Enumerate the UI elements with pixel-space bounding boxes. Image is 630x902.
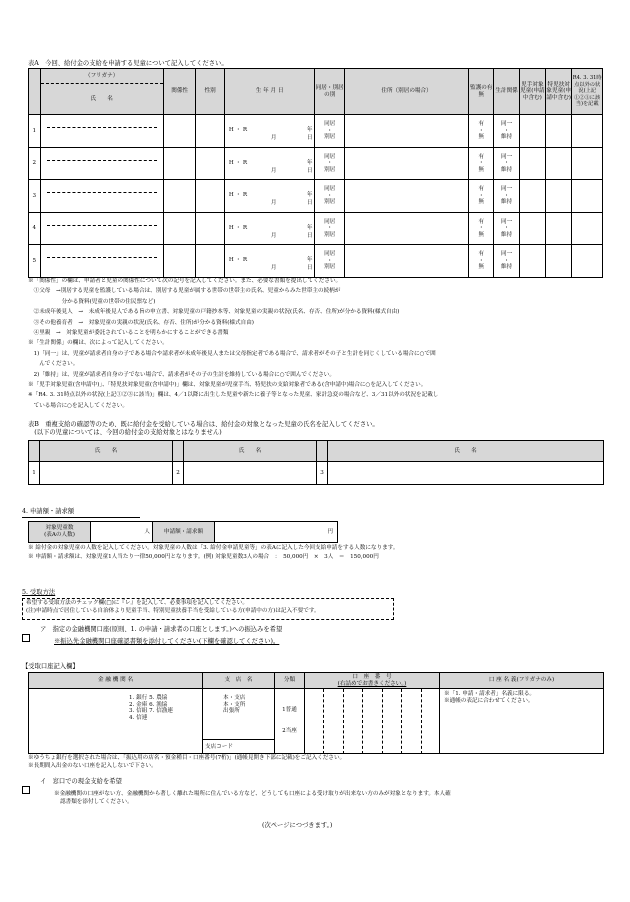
birth-date-field[interactable] [224, 245, 315, 278]
r4-status-field[interactable] [572, 115, 603, 148]
table-b-name-field-2[interactable] [184, 462, 317, 485]
account-title: 【受取口座記入欄】 [22, 663, 79, 670]
relation-field[interactable] [163, 245, 196, 278]
address-field[interactable] [344, 147, 468, 180]
table-b-no-2: 2 [173, 462, 184, 485]
furigana-line [47, 245, 157, 258]
account-type-field[interactable] [275, 689, 305, 754]
cohab-field[interactable] [315, 212, 344, 245]
relation-field[interactable] [163, 212, 196, 245]
option-a-label: ア 指定の金融機関口座(原則、1. の申請・請求者の口座とします。)への振込みを希望 [40, 626, 283, 633]
option-b-note-1: ※金融機関の口座がない方、金融機関から著しく離れた場所に住んでいる方など、どうしても口座による受け取りが出来ない方のみが対象となります。本人確 [54, 791, 451, 797]
table-b-col-header-2: 氏 名 [184, 441, 317, 462]
number-sub: (右詰めでお書きください。) [337, 680, 407, 687]
day-label: 日 [306, 200, 313, 207]
bank-type-3: 3. 信組 7. 信漁連 [129, 708, 173, 715]
section-4-note-1: ※ 給付金の対象児童の人数を記入してください。対象児童の人数は「3. 給付金申請児童等」の表Aに記入した今回支給申請をする人数になります。 [28, 545, 399, 551]
cohab-option-1: 同居 [324, 251, 336, 258]
r4-status-field[interactable] [572, 212, 603, 245]
child-allowance-field[interactable] [519, 212, 545, 245]
amount-unit: 円 [327, 528, 333, 535]
row-number: 5 [29, 245, 41, 278]
cohab-field[interactable] [315, 147, 344, 180]
bank-type-2: 2. 金庫 6. 漁協 [129, 701, 168, 708]
number-header: 口 座 番 号 [352, 673, 392, 680]
r4-status-field[interactable] [572, 180, 603, 213]
header-livelihood: 生計関係 [494, 69, 519, 115]
sex-field[interactable] [196, 180, 224, 213]
header-furigana: （フリガナ） [41, 69, 163, 84]
custody-field[interactable] [469, 180, 494, 213]
child-name-field[interactable] [40, 245, 163, 278]
sex-field[interactable] [196, 115, 224, 148]
notes-block [28, 278, 618, 413]
livelihood-support: 維持 [500, 134, 513, 141]
account-type-1: 1普通 [282, 707, 297, 714]
livelihood-same: 同一 [500, 120, 513, 127]
table-b-name-field-3[interactable] [328, 462, 604, 485]
table-a-row [29, 212, 603, 245]
livelihood-field[interactable] [494, 212, 519, 245]
special-allowance-field[interactable] [546, 212, 572, 245]
cohab-option-1: 同居 [324, 153, 336, 160]
custody-field[interactable] [469, 212, 494, 245]
note-line: 1)「同一」は、児童が請求者自身の子である場合や請求者が未成年後見人または父母指定者である場合で、請求者がその子と生計を同じくしている場合に○で囲 [28, 350, 436, 357]
holder-header: 口 座 名 義(フリガナのみ) [440, 673, 604, 689]
special-allowance-field[interactable] [546, 245, 572, 278]
month-label: 月 [270, 135, 277, 141]
header-special: 特児扶対象児童(申請中含む) [546, 69, 572, 115]
day-label: 日 [306, 232, 313, 239]
livelihood-dot: ・ [503, 160, 510, 167]
option-a-checkbox[interactable] [22, 627, 30, 646]
livelihood-support: 維持 [500, 264, 513, 271]
branch-name-field[interactable] [203, 689, 275, 754]
count-unit: 人 [144, 528, 150, 535]
table-b-no-3: 3 [317, 462, 328, 485]
row-number: 4 [29, 212, 41, 245]
section-5-title: 5. 受取方法 [22, 589, 56, 596]
table-b-grid [28, 440, 604, 485]
instruction-box [22, 598, 394, 620]
holder-note-1: ※「1. 申請・請求者」名義に限る。 [444, 691, 536, 697]
cohab-option-1: 同居 [324, 186, 336, 193]
instruction-line-1: 希望する受取方法のチェック欄(□)に『レ』を記入して、必要事項を記入してください。 [26, 600, 248, 606]
livelihood-same: 同一 [500, 218, 513, 225]
holder-note-2: ※通帳の表記に合わせてください。 [444, 697, 534, 704]
note-line: ※「関係性」の欄は、申請者と児童の関係性について次の記号を記入してください。また、必要な書類を提出してください。 [28, 278, 342, 284]
table-a-row [29, 245, 603, 278]
long-inactive-note: ※長期間入出金のない口座を記入しないで下さい。 [28, 763, 157, 769]
bank-name-field[interactable] [29, 689, 203, 754]
table-a [28, 68, 603, 115]
header-custody: 監護の有無 [469, 69, 494, 115]
address-field[interactable] [344, 115, 468, 148]
section-4-note-2: ※ 申請額・請求額は、対象児童1人当たり一律50,000円となります。(例) 対象児童数3人の場合 ： 50,000円 × 3人 ＝ 150,000円 [28, 554, 379, 560]
note-line: ※「生計関係」の欄は、次によって記入してください。 [28, 340, 168, 347]
year-label: 年 [306, 127, 313, 133]
type-header: 分類 [275, 673, 305, 689]
note-line: 2)「維持」は、児童が請求者自身の子でない場合で、請求者がその子の生計を維持している場合に○で囲んでください。 [28, 371, 335, 378]
instruction-line-2: (注)申請時点で居住している自治体より児童手当、特別児童扶養手当を受給している方(申請中の方)は記入不要です。 [26, 607, 320, 614]
bank-type-4: 4. 信連 [129, 714, 148, 721]
day-label: 日 [306, 167, 313, 174]
bank-header: 金 融 機 関 名 [29, 673, 203, 689]
special-allowance-field[interactable] [546, 115, 572, 148]
table-a-row [29, 147, 603, 180]
note-line: ③その他養育者 → 対象児童の実親の状況(氏名、存否、住所)が分かる資料(様式自由) [28, 319, 254, 326]
year-label: 年 [306, 192, 313, 199]
child-allowance-field[interactable] [519, 245, 545, 278]
livelihood-support: 維持 [500, 231, 513, 238]
option-b-checkbox[interactable] [22, 779, 30, 798]
year-label: 年 [306, 257, 313, 264]
cohab-option-2: 別居 [324, 134, 336, 141]
header-sex: 性別 [196, 69, 224, 115]
header-relation: 関係性 [163, 69, 196, 115]
sex-field[interactable] [196, 245, 224, 278]
table-b-name-field-1[interactable] [40, 462, 173, 485]
note-line: 分かる資料(児童の世帯の住民票など) [28, 298, 156, 305]
sex-field[interactable] [196, 212, 224, 245]
cohab-field[interactable] [315, 180, 344, 213]
custody-yes: 有 [478, 218, 485, 225]
era-label: H ・ R [228, 192, 248, 199]
special-allowance-field[interactable] [546, 147, 572, 180]
relation-field[interactable] [163, 115, 196, 148]
cohab-dot: ・ [326, 192, 333, 199]
child-count-field[interactable] [91, 522, 153, 543]
era-label: H ・ R [228, 159, 248, 166]
bank-type-1: 1. 銀行 5. 農協 [129, 695, 168, 701]
amount-table [28, 521, 338, 543]
day-label: 日 [306, 135, 313, 141]
custody-dot: ・ [478, 160, 485, 167]
option-b-note-2: 認書類を添付してください。 [60, 799, 133, 805]
r4-status-field[interactable] [572, 147, 603, 180]
note-line: ※「R4. 3. 31時点以外の状況(上記①②③に該当)」欄は、4／1以降に出生した児童や新たに養子等となった児童、家計急変の場合など、3／31以外の状況を記載し [28, 392, 439, 399]
custody-yes: 有 [478, 120, 485, 127]
table-a-body [28, 114, 603, 278]
custody-no: 無 [478, 134, 485, 141]
note-line: ①父母 →別居する児童を監護している場合は、別居する児童が属する世帯の世帯主の氏名、児童からみた世帯主の続柄が [28, 288, 341, 295]
custody-no: 無 [478, 231, 485, 238]
branch-code-field[interactable] [203, 739, 275, 754]
livelihood-support: 維持 [500, 199, 513, 206]
livelihood-dot: ・ [503, 192, 510, 199]
section-4-underline [22, 517, 140, 518]
livelihood-dot: ・ [503, 257, 510, 264]
table-b-subtitle: (以下の児童については、今回の給付金の支給対象とはなりません) [28, 429, 222, 436]
note-line: ②未成年後見人 → 未成年後見人である旨の申立書、対象児童の戸籍抄本等、対象児童の実親の状況(氏名、存否、住所)が分かる資料(様式自由) [28, 309, 400, 316]
livelihood-same: 同一 [500, 153, 513, 160]
table-a-title: 表A 今回、給付金の支給を申請する児童について記入してください。 [28, 60, 228, 67]
account-table [28, 672, 604, 754]
furigana-line [47, 180, 157, 193]
child-allowance-field[interactable] [519, 180, 545, 213]
table-b-title: 表B 重複支給の確認等のため、既に給付金を受給している場合は、給付金の対象となった児童の氏名を記入してください。 [28, 421, 379, 428]
branch-code-label: 支店コード [205, 744, 233, 750]
birth-date-field[interactable] [224, 212, 315, 245]
count-label-2: (表Aの人数) [44, 532, 75, 538]
account-holder-field[interactable] [440, 689, 604, 754]
era-label: H ・ R [228, 127, 248, 133]
birth-date-field[interactable] [224, 115, 315, 148]
header-birth: 生 年 月 日 [224, 69, 315, 115]
day-label: 日 [306, 265, 313, 272]
year-label: 年 [306, 224, 313, 231]
cohab-option-2: 別居 [324, 199, 336, 206]
custody-dot: ・ [478, 225, 485, 232]
row-number: 2 [29, 147, 41, 180]
table-a-row [29, 180, 603, 213]
month-label: 月 [270, 232, 277, 239]
amount-label: 申請額・請求額 [153, 522, 215, 543]
continued-footer: (次ページにつづきます。) [262, 822, 333, 829]
custody-dot: ・ [478, 127, 485, 134]
header-address: 住所（別居の場合） [344, 69, 468, 115]
custody-field[interactable] [469, 115, 494, 148]
year-label: 年 [306, 159, 313, 166]
note-line: ※「児手対象児童(含申請中)」、「特児扶対象児童(含申請中)」欄は、対象児童が児童手当、特児扶の支給対象者である(含申請中)場合に○を記入してください。 [28, 381, 427, 388]
header-child-allowance: 児手対象児童(申請中含む) [519, 69, 545, 115]
branch-type-2: 本・支所 [223, 701, 246, 708]
option-a-note: ※振込先金融機関口座確認書類を添付してください(下欄を確認してください)。 [54, 638, 280, 645]
relation-field[interactable] [163, 147, 196, 180]
custody-field[interactable] [469, 245, 494, 278]
custody-dot: ・ [478, 192, 485, 199]
custody-yes: 有 [478, 186, 485, 193]
birth-date-field[interactable] [224, 147, 315, 180]
child-name-field[interactable] [40, 180, 163, 213]
livelihood-same: 同一 [500, 251, 513, 258]
address-field[interactable] [344, 212, 468, 245]
cohab-dot: ・ [326, 225, 333, 232]
custody-dot: ・ [478, 257, 485, 264]
livelihood-field[interactable] [494, 115, 519, 148]
header-name: 氏 名 [90, 96, 113, 102]
address-field[interactable] [344, 245, 468, 278]
branch-type-3: 出張所 [223, 708, 240, 715]
child-name-field[interactable] [40, 147, 163, 180]
header-r4: R4. 3. 31時点以外の状況(上記①②③に該当)を記載 [572, 69, 603, 115]
cohab-field[interactable] [315, 245, 344, 278]
era-label: H ・ R [228, 224, 248, 231]
account-type-2: 2当座 [282, 728, 297, 734]
month-label: 月 [270, 265, 277, 272]
note-line: ている場合に○を記入してください。 [28, 402, 128, 409]
section-4-title: 4. 申請額・請求額 [22, 508, 75, 515]
furigana-line [47, 115, 157, 128]
table-b-col-header-1: 氏 名 [40, 441, 173, 462]
row-number: 1 [29, 115, 41, 148]
note-line: ④里親 → 対象児童が委託されていることを明らかにすることができる書類 [28, 329, 229, 336]
cohab-option-2: 別居 [324, 166, 336, 173]
cohab-option-1: 同居 [324, 120, 336, 127]
option-b-label: イ 窓口での現金支給を希望 [40, 778, 122, 785]
era-label: H ・ R [228, 257, 248, 264]
custody-yes: 有 [478, 153, 485, 160]
livelihood-support: 維持 [500, 166, 513, 173]
furigana-line [47, 213, 157, 226]
custody-yes: 有 [478, 251, 485, 258]
table-b-col-header-3: 氏 名 [328, 441, 604, 462]
special-allowance-field[interactable] [546, 180, 572, 213]
address-field[interactable] [344, 180, 468, 213]
note-line: んでください。 [28, 361, 79, 368]
account-number-digits [305, 689, 440, 754]
livelihood-dot: ・ [503, 225, 510, 232]
child-allowance-field[interactable] [519, 147, 545, 180]
header-cohab: 同居・別居の別 [315, 69, 344, 115]
amount-field[interactable] [215, 522, 338, 543]
branch-type-1: 本・支店 [223, 695, 246, 701]
cohab-option-2: 別居 [324, 231, 336, 238]
birth-date-field[interactable] [224, 180, 315, 213]
child-name-field[interactable] [40, 115, 163, 148]
livelihood-dot: ・ [503, 127, 510, 134]
furigana-line [47, 148, 157, 161]
r4-status-field[interactable] [572, 245, 603, 278]
account-number-field[interactable] [305, 689, 440, 754]
child-name-field[interactable] [40, 212, 163, 245]
relation-field[interactable] [163, 180, 196, 213]
cohab-option-1: 同居 [324, 218, 336, 225]
sex-field[interactable] [196, 147, 224, 180]
cohab-field[interactable] [315, 115, 344, 148]
livelihood-field[interactable] [494, 180, 519, 213]
cohab-option-2: 別居 [324, 264, 336, 271]
cohab-dot: ・ [326, 127, 333, 134]
custody-field[interactable] [469, 147, 494, 180]
cohab-dot: ・ [326, 257, 333, 264]
table-b-no-1: 1 [29, 462, 40, 485]
month-label: 月 [270, 200, 277, 207]
count-label-1: 対象児童数 [45, 525, 74, 532]
yucho-note: ※ゆうちょ銀行を選択された場合は、「振込用の店名・預金種目・口座番号(7桁)」(通帳見開き下部に記載)をご記入ください。 [28, 755, 346, 761]
table-a-row [29, 115, 603, 148]
custody-no: 無 [478, 199, 485, 206]
branch-header: 支 店 名 [203, 673, 275, 689]
month-label: 月 [270, 167, 277, 174]
livelihood-field[interactable] [494, 147, 519, 180]
custody-no: 無 [478, 264, 485, 271]
cohab-dot: ・ [326, 160, 333, 167]
livelihood-same: 同一 [500, 186, 513, 193]
row-number: 3 [29, 180, 41, 213]
livelihood-field[interactable] [494, 245, 519, 278]
custody-no: 無 [478, 166, 485, 173]
child-allowance-field[interactable] [519, 115, 545, 148]
